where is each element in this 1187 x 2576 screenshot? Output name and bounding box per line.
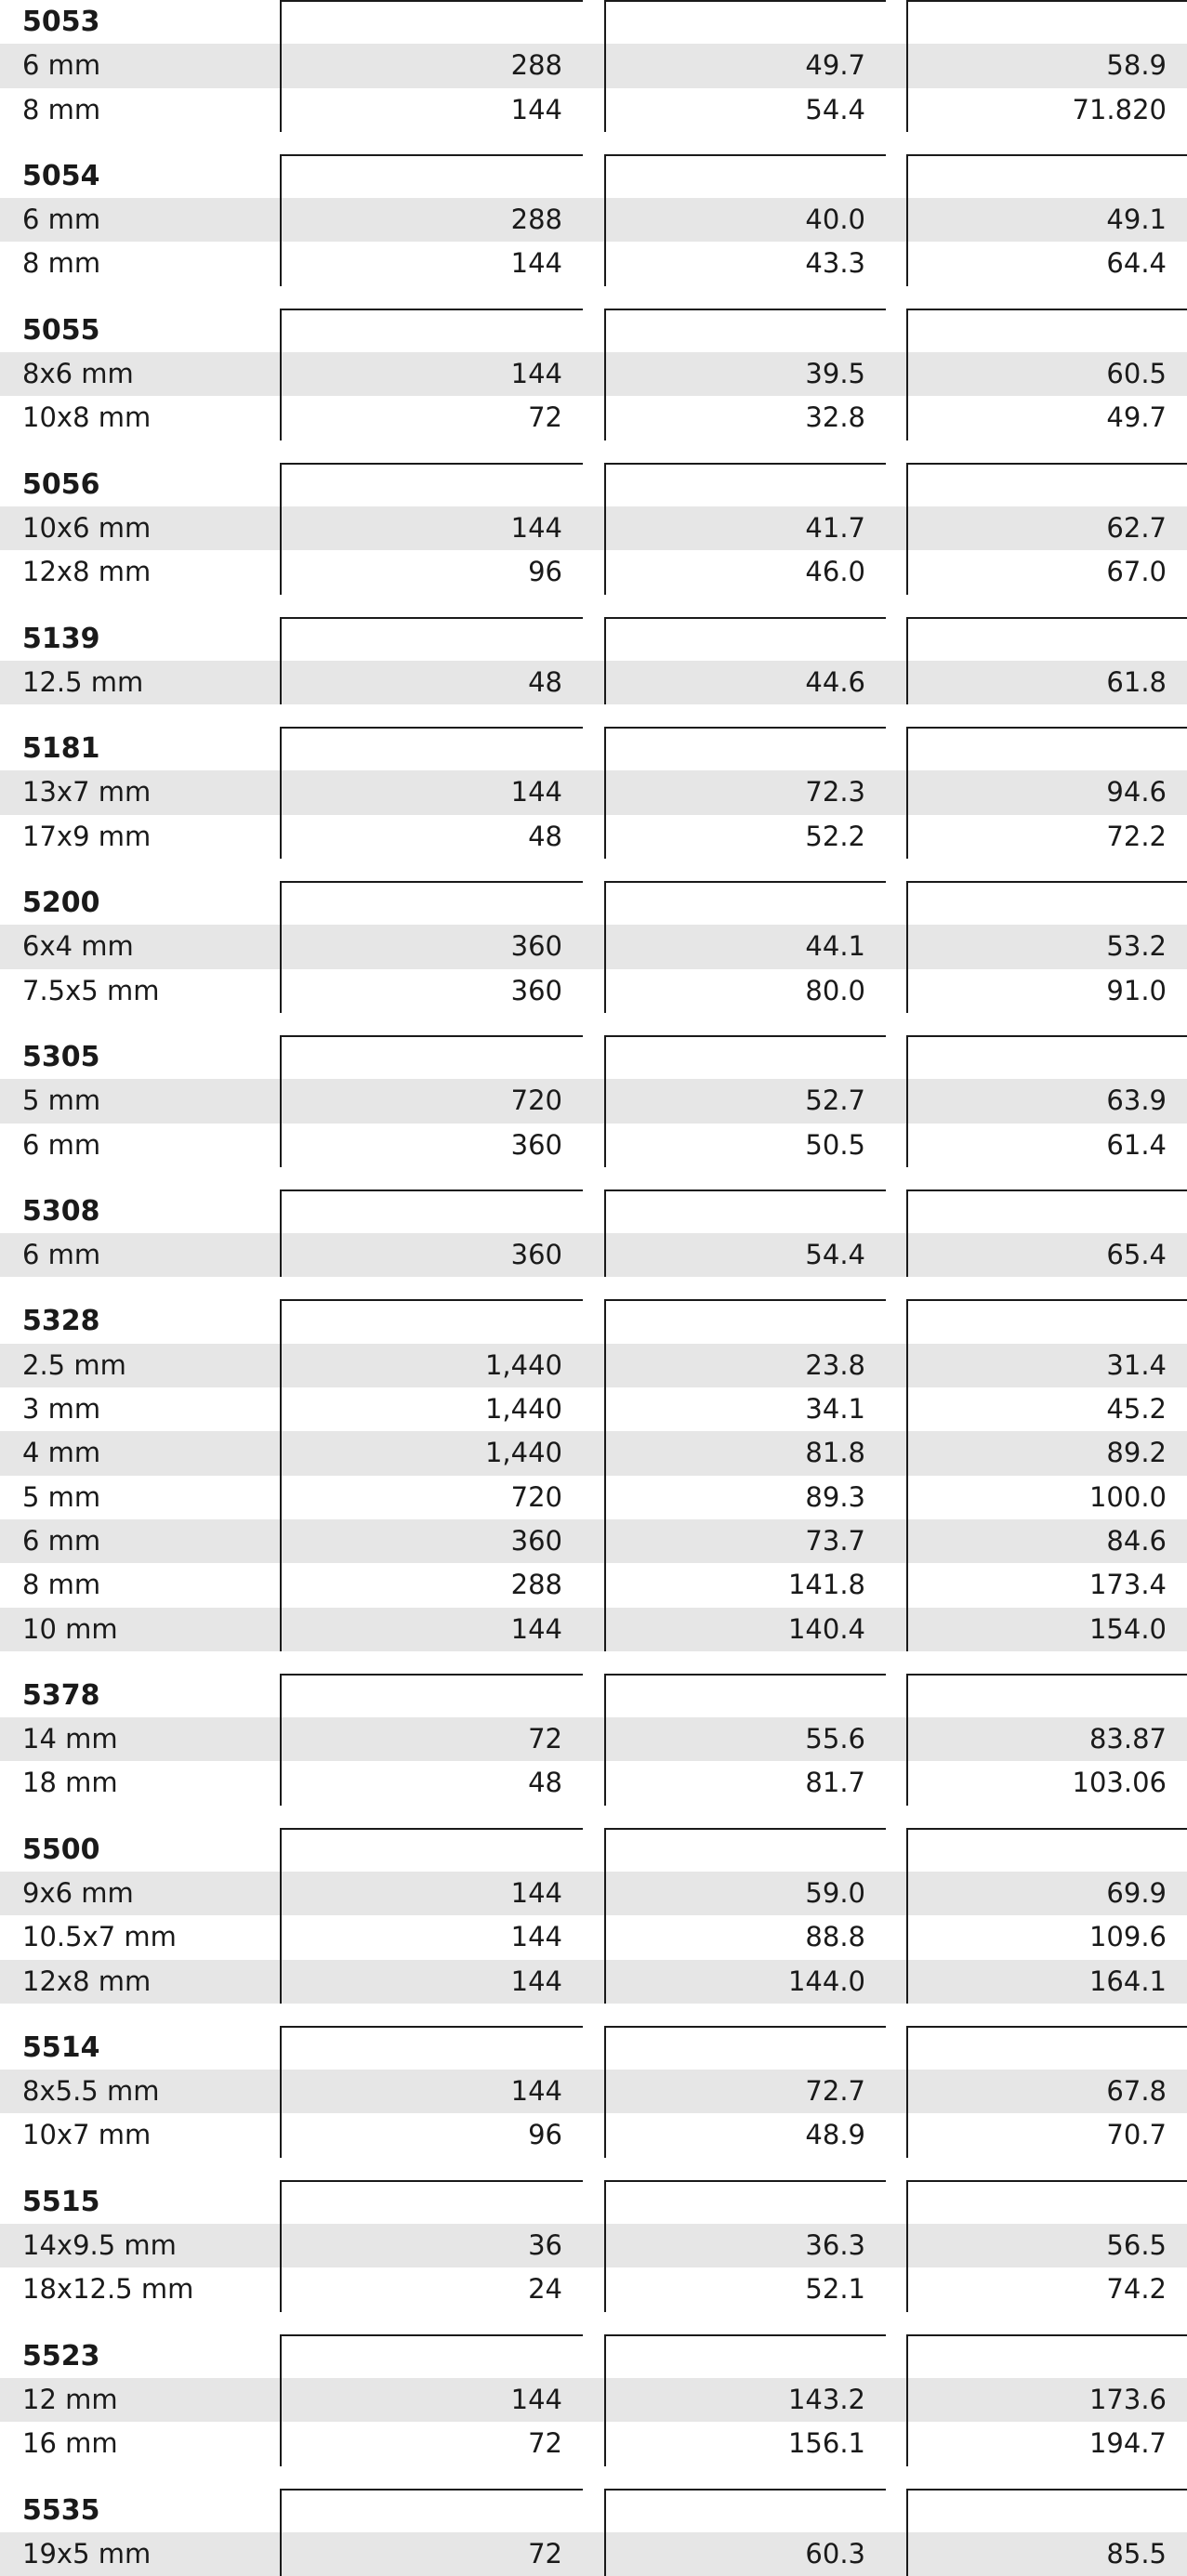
table-row: [0, 1519, 1187, 1563]
value-cell-b: 84.6: [906, 1519, 1187, 1563]
value-cell-a: 43.3: [604, 242, 886, 285]
table-row: [0, 1563, 1187, 1607]
header-empty-cell: [604, 2180, 886, 2224]
value-cell-a: 52.7: [604, 1079, 886, 1123]
group-header-row: [0, 1674, 1187, 1717]
size-cell: 14 mm: [22, 1723, 118, 1755]
value-cell-a: 41.7: [604, 506, 886, 550]
product-code: 5500: [22, 1833, 100, 1866]
product-group: [0, 463, 1187, 595]
product-group: [0, 2334, 1187, 2466]
size-cell: 6 mm: [22, 1239, 101, 1271]
group-header-row: [0, 154, 1187, 198]
table-row: [0, 242, 1187, 285]
value-cell-b: 53.2: [906, 925, 1187, 968]
product-group: [0, 1674, 1187, 1806]
table-row: [0, 1872, 1187, 1915]
header-empty-cell: [906, 727, 1187, 770]
value-cell-a: 50.5: [604, 1124, 886, 1167]
product-code: 5308: [22, 1194, 100, 1228]
quantity-cell: 360: [280, 969, 583, 1013]
size-cell: 10x7 mm: [22, 2119, 152, 2151]
quantity-cell: 144: [280, 88, 583, 132]
product-group: [0, 727, 1187, 859]
header-empty-cell: [604, 463, 886, 506]
value-cell-a: 81.8: [604, 1431, 886, 1475]
value-cell-b: 61.4: [906, 1124, 1187, 1167]
product-code: 5378: [22, 1678, 100, 1712]
table-row: [0, 550, 1187, 594]
value-cell-b: 173.6: [906, 2378, 1187, 2422]
product-group: [0, 1035, 1187, 1167]
table-row: [0, 1476, 1187, 1519]
value-cell-b: 164.1: [906, 1960, 1187, 2004]
value-cell-a: 44.6: [604, 661, 886, 704]
size-cell: 6 mm: [22, 1128, 101, 1161]
value-cell-a: 80.0: [604, 969, 886, 1013]
size-cell: 10 mm: [22, 1612, 118, 1645]
value-cell-a: 32.8: [604, 396, 886, 440]
value-cell-a: 60.3: [604, 2532, 886, 2576]
value-cell-a: 34.1: [604, 1387, 886, 1431]
value-cell-b: 69.9: [906, 1872, 1187, 1915]
product-group: [0, 309, 1187, 440]
value-cell-b: 64.4: [906, 242, 1187, 285]
header-empty-cell: [906, 309, 1187, 352]
value-cell-b: 94.6: [906, 770, 1187, 814]
size-cell: 13x7 mm: [22, 776, 152, 808]
quantity-cell: 72: [280, 396, 583, 440]
group-header-row: [0, 463, 1187, 506]
value-cell-a: 156.1: [604, 2422, 886, 2465]
value-cell-b: 65.4: [906, 1233, 1187, 1277]
size-cell: 6 mm: [22, 1524, 101, 1557]
header-empty-cell: [906, 1035, 1187, 1079]
value-cell-b: 74.2: [906, 2267, 1187, 2311]
group-header-row: [0, 2180, 1187, 2224]
header-empty-cell: [280, 1674, 583, 1717]
value-cell-a: 23.8: [604, 1344, 886, 1387]
size-cell: 9x6 mm: [22, 1876, 134, 1909]
header-empty-cell: [604, 2026, 886, 2070]
header-empty-cell: [604, 1828, 886, 1872]
size-cell: 10x8 mm: [22, 401, 152, 434]
quantity-cell: 144: [280, 1872, 583, 1915]
table-row: [0, 44, 1187, 87]
product-code: 5055: [22, 313, 100, 347]
size-cell: 10x6 mm: [22, 511, 152, 544]
table-row: [0, 2378, 1187, 2422]
size-cell: 10.5x7 mm: [22, 1921, 177, 1953]
quantity-cell: 360: [280, 1124, 583, 1167]
product-code: 5139: [22, 622, 100, 655]
table-row: [0, 2113, 1187, 2157]
product-group: [0, 0, 1187, 132]
header-empty-cell: [604, 727, 886, 770]
header-empty-cell: [280, 1299, 583, 1343]
product-group: [0, 881, 1187, 1013]
table-row: [0, 925, 1187, 968]
product-group: [0, 617, 1187, 705]
table-row: [0, 2224, 1187, 2267]
header-empty-cell: [906, 2334, 1187, 2378]
size-cell: 6 mm: [22, 204, 101, 236]
value-cell-a: 54.4: [604, 1233, 886, 1277]
value-cell-b: 31.4: [906, 1344, 1187, 1387]
header-empty-cell: [280, 1828, 583, 1872]
table-row: [0, 2267, 1187, 2311]
size-cell: 18x12.5 mm: [22, 2273, 194, 2306]
table-row: [0, 198, 1187, 242]
header-empty-cell: [906, 0, 1187, 44]
value-cell-b: 109.6: [906, 1915, 1187, 1959]
size-cell: 8 mm: [22, 1569, 101, 1601]
table-row: [0, 1761, 1187, 1805]
product-code: 5181: [22, 732, 100, 766]
value-cell-a: 49.7: [604, 44, 886, 87]
product-code: 5515: [22, 2185, 100, 2218]
value-cell-b: 103.06: [906, 1761, 1187, 1805]
product-group: [0, 2180, 1187, 2312]
table-row: [0, 815, 1187, 859]
header-empty-cell: [280, 2334, 583, 2378]
header-empty-cell: [906, 463, 1187, 506]
quantity-cell: 72: [280, 1717, 583, 1761]
quantity-cell: 48: [280, 1761, 583, 1805]
group-header-row: [0, 2489, 1187, 2532]
quantity-cell: 360: [280, 925, 583, 968]
quantity-cell: 144: [280, 1915, 583, 1959]
table-row: [0, 352, 1187, 396]
value-cell-b: 60.5: [906, 352, 1187, 396]
quantity-cell: 1,440: [280, 1344, 583, 1387]
quantity-cell: 720: [280, 1476, 583, 1519]
value-cell-a: 72.7: [604, 2070, 886, 2113]
quantity-cell: 72: [280, 2422, 583, 2465]
group-header-row: [0, 881, 1187, 925]
header-empty-cell: [604, 881, 886, 925]
size-cell: 19x5 mm: [22, 2537, 152, 2569]
value-cell-b: 100.0: [906, 1476, 1187, 1519]
value-cell-b: 56.5: [906, 2224, 1187, 2267]
value-cell-b: 63.9: [906, 1079, 1187, 1123]
size-cell: 4 mm: [22, 1437, 101, 1469]
value-cell-a: 52.1: [604, 2267, 886, 2311]
header-empty-cell: [604, 1674, 886, 1717]
group-header-row: [0, 0, 1187, 44]
value-cell-a: 81.7: [604, 1761, 886, 1805]
table-row: [0, 661, 1187, 704]
table-row: [0, 1079, 1187, 1123]
table-row: [0, 1608, 1187, 1651]
product-group: [0, 2026, 1187, 2158]
quantity-cell: 48: [280, 815, 583, 859]
table-row: [0, 1717, 1187, 1761]
group-header-row: [0, 1299, 1187, 1343]
group-header-row: [0, 2334, 1187, 2378]
table-row: [0, 506, 1187, 550]
header-empty-cell: [280, 0, 583, 44]
quantity-cell: 144: [280, 1608, 583, 1651]
value-cell-b: 194.7: [906, 2422, 1187, 2465]
group-header-row: [0, 727, 1187, 770]
group-header-row: [0, 1828, 1187, 1872]
value-cell-a: 89.3: [604, 1476, 886, 1519]
product-group: [0, 1299, 1187, 1650]
value-cell-a: 55.6: [604, 1717, 886, 1761]
size-cell: 6 mm: [22, 49, 101, 82]
group-header-row: [0, 1035, 1187, 1079]
value-cell-b: 154.0: [906, 1608, 1187, 1651]
header-empty-cell: [280, 2489, 583, 2532]
header-empty-cell: [604, 154, 886, 198]
table-row: [0, 396, 1187, 440]
quantity-cell: 48: [280, 661, 583, 704]
value-cell-b: 173.4: [906, 1563, 1187, 1607]
product-group: [0, 1828, 1187, 2004]
value-cell-a: 36.3: [604, 2224, 886, 2267]
value-cell-a: 54.4: [604, 88, 886, 132]
product-code: 5056: [22, 467, 100, 501]
product-code: 5305: [22, 1040, 100, 1073]
header-empty-cell: [604, 617, 886, 661]
size-cell: 5 mm: [22, 1480, 101, 1513]
table-row: [0, 88, 1187, 132]
table-row: [0, 1960, 1187, 2004]
table-row: [0, 2422, 1187, 2465]
size-cell: 16 mm: [22, 2427, 118, 2460]
header-empty-cell: [280, 309, 583, 352]
header-empty-cell: [906, 1189, 1187, 1233]
quantity-cell: 360: [280, 1233, 583, 1277]
header-empty-cell: [280, 617, 583, 661]
value-cell-b: 85.5: [906, 2532, 1187, 2576]
table-row: [0, 969, 1187, 1013]
header-empty-cell: [906, 154, 1187, 198]
quantity-cell: 144: [280, 2378, 583, 2422]
table-row: [0, 1124, 1187, 1167]
quantity-cell: 144: [280, 242, 583, 285]
value-cell-a: 39.5: [604, 352, 886, 396]
quantity-cell: 96: [280, 2113, 583, 2157]
value-cell-b: 70.7: [906, 2113, 1187, 2157]
value-cell-b: 61.8: [906, 661, 1187, 704]
header-empty-cell: [604, 0, 886, 44]
product-code: 5053: [22, 6, 100, 38]
product-code: 5200: [22, 887, 100, 920]
value-cell-a: 140.4: [604, 1608, 886, 1651]
quantity-cell: 72: [280, 2532, 583, 2576]
quantity-cell: 288: [280, 44, 583, 87]
value-cell-b: 83.87: [906, 1717, 1187, 1761]
value-cell-a: 52.2: [604, 815, 886, 859]
header-empty-cell: [604, 1189, 886, 1233]
table-row: [0, 1344, 1187, 1387]
table-row: [0, 770, 1187, 814]
quantity-cell: 36: [280, 2224, 583, 2267]
value-cell-a: 88.8: [604, 1915, 886, 1959]
header-empty-cell: [280, 2180, 583, 2224]
header-empty-cell: [280, 154, 583, 198]
group-header-row: [0, 617, 1187, 661]
quantity-cell: 144: [280, 1960, 583, 2004]
size-cell: 7.5x5 mm: [22, 974, 160, 1006]
quantity-cell: 96: [280, 550, 583, 594]
value-cell-b: 49.1: [906, 198, 1187, 242]
value-cell-a: 48.9: [604, 2113, 886, 2157]
value-cell-a: 144.0: [604, 1960, 886, 2004]
value-cell-b: 58.9: [906, 44, 1187, 87]
value-cell-b: 72.2: [906, 815, 1187, 859]
value-cell-b: 89.2: [906, 1431, 1187, 1475]
size-cell: 8x5.5 mm: [22, 2075, 160, 2108]
size-cell: 12x8 mm: [22, 556, 152, 588]
size-cell: 3 mm: [22, 1393, 101, 1426]
value-cell-b: 45.2: [906, 1387, 1187, 1431]
table-row: [0, 2070, 1187, 2113]
group-header-row: [0, 2026, 1187, 2070]
header-empty-cell: [604, 309, 886, 352]
table-row: [0, 1431, 1187, 1475]
size-cell: 12.5 mm: [22, 665, 144, 698]
product-group: [0, 2489, 1187, 2576]
product-group: [0, 1189, 1187, 1278]
quantity-cell: 1,440: [280, 1387, 583, 1431]
value-cell-a: 141.8: [604, 1563, 886, 1607]
table-row: [0, 2532, 1187, 2576]
header-empty-cell: [906, 881, 1187, 925]
size-cell: 2.5 mm: [22, 1348, 126, 1381]
quantity-cell: 144: [280, 770, 583, 814]
header-empty-cell: [906, 1299, 1187, 1343]
value-cell-a: 44.1: [604, 925, 886, 968]
header-empty-cell: [280, 1035, 583, 1079]
header-empty-cell: [280, 2026, 583, 2070]
header-empty-cell: [604, 1299, 886, 1343]
value-cell-b: 71.820: [906, 88, 1187, 132]
group-header-row: [0, 1189, 1187, 1233]
product-code: 5523: [22, 2339, 100, 2372]
value-cell-b: 91.0: [906, 969, 1187, 1013]
quantity-cell: 24: [280, 2267, 583, 2311]
quantity-cell: 144: [280, 2070, 583, 2113]
header-empty-cell: [280, 1189, 583, 1233]
product-code: 5328: [22, 1305, 100, 1338]
table-row: [0, 1233, 1187, 1277]
size-cell: 5 mm: [22, 1084, 101, 1117]
value-cell-b: 62.7: [906, 506, 1187, 550]
quantity-cell: 1,440: [280, 1431, 583, 1475]
header-empty-cell: [906, 2489, 1187, 2532]
table-row: [0, 1915, 1187, 1959]
product-code: 5535: [22, 2493, 100, 2527]
product-code: 5514: [22, 2031, 100, 2064]
quantity-cell: 360: [280, 1519, 583, 1563]
size-cell: 8 mm: [22, 247, 101, 280]
header-empty-cell: [906, 2026, 1187, 2070]
size-cell: 8x6 mm: [22, 358, 134, 390]
value-cell-a: 143.2: [604, 2378, 886, 2422]
table-row: [0, 1387, 1187, 1431]
value-cell-a: 72.3: [604, 770, 886, 814]
size-cell: 6x4 mm: [22, 930, 134, 963]
header-empty-cell: [604, 2334, 886, 2378]
quantity-cell: 720: [280, 1079, 583, 1123]
value-cell-a: 59.0: [604, 1872, 886, 1915]
value-cell-a: 40.0: [604, 198, 886, 242]
value-cell-a: 46.0: [604, 550, 886, 594]
header-empty-cell: [906, 1828, 1187, 1872]
size-cell: 14x9.5 mm: [22, 2229, 177, 2262]
size-cell: 8 mm: [22, 93, 101, 125]
product-group: [0, 154, 1187, 286]
header-empty-cell: [906, 617, 1187, 661]
product-code: 5054: [22, 159, 100, 192]
header-empty-cell: [280, 463, 583, 506]
quantity-cell: 288: [280, 1563, 583, 1607]
header-empty-cell: [604, 2489, 886, 2532]
size-cell: 18 mm: [22, 1767, 118, 1799]
header-empty-cell: [604, 1035, 886, 1079]
value-cell-a: 73.7: [604, 1519, 886, 1563]
header-empty-cell: [280, 881, 583, 925]
quantity-cell: 144: [280, 352, 583, 396]
header-empty-cell: [906, 2180, 1187, 2224]
size-cell: 12 mm: [22, 2383, 118, 2415]
value-cell-b: 67.0: [906, 550, 1187, 594]
header-empty-cell: [906, 1674, 1187, 1717]
group-header-row: [0, 309, 1187, 352]
quantity-cell: 288: [280, 198, 583, 242]
header-empty-cell: [280, 727, 583, 770]
quantity-cell: 144: [280, 506, 583, 550]
size-cell: 12x8 mm: [22, 1965, 152, 1997]
value-cell-b: 67.8: [906, 2070, 1187, 2113]
size-cell: 17x9 mm: [22, 820, 152, 852]
value-cell-b: 49.7: [906, 396, 1187, 440]
